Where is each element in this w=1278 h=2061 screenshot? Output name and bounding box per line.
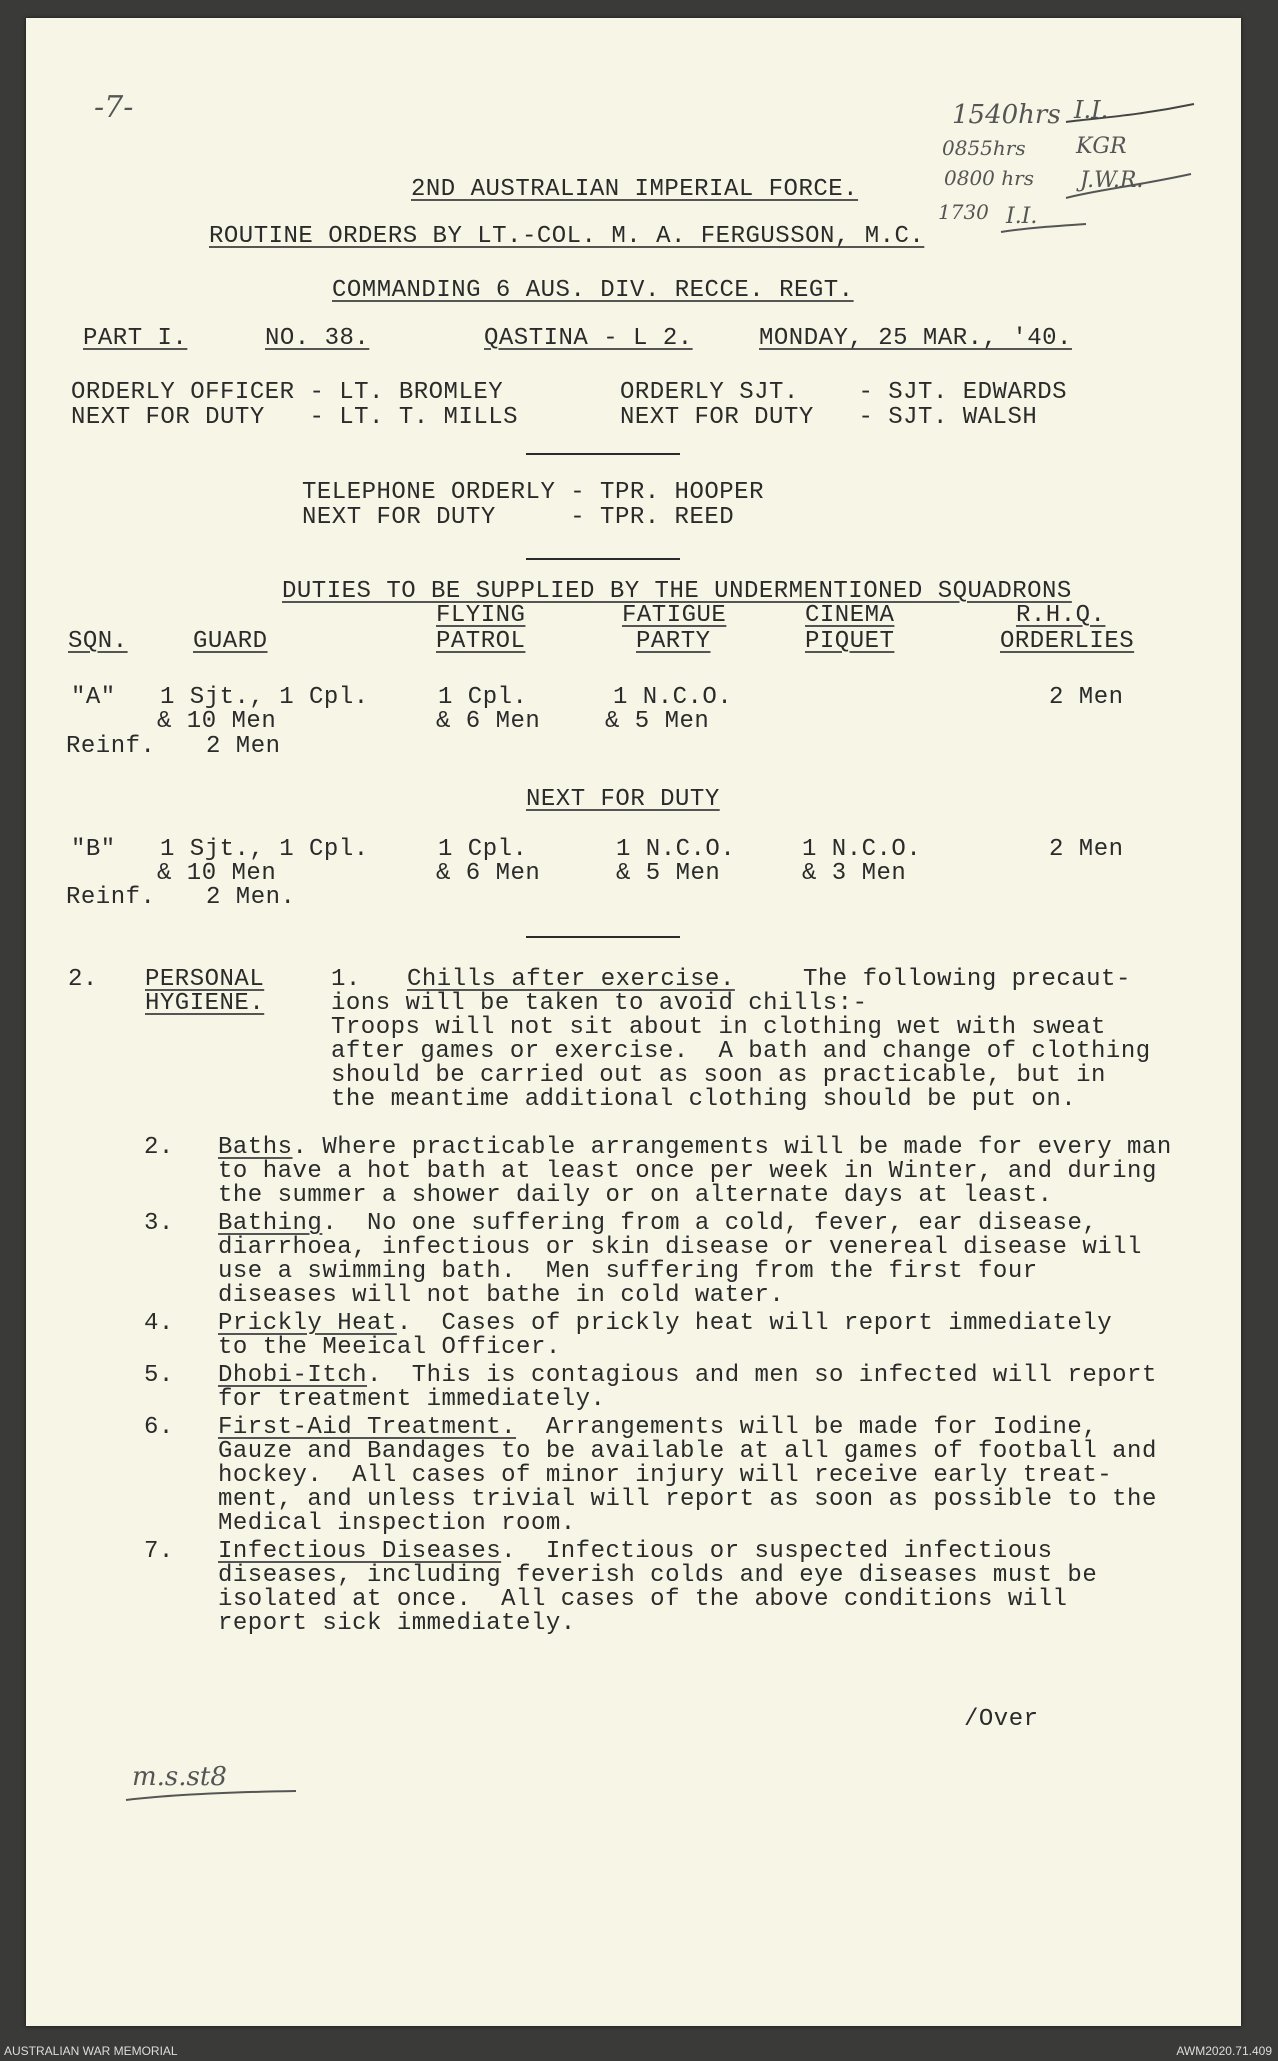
a-rhq: 2 Men — [1049, 684, 1124, 711]
item-text: . This is contagious and men so infected will report — [367, 1362, 1157, 1389]
b-flying-1: 1 Cpl. — [438, 836, 528, 863]
col-fatigue-1: FATIGUE — [622, 602, 727, 629]
item1-line: should be carried out as soon as practicable, but in — [331, 1062, 1106, 1089]
section2-title-1: PERSONAL — [145, 966, 265, 993]
item-line: to the Meeical Officer. — [218, 1334, 561, 1361]
divider-2 — [526, 558, 680, 560]
handwritten-initials-2: KGR — [1076, 134, 1127, 159]
b-rhq: 2 Men — [1049, 836, 1124, 863]
a-guard-2: & 10 Men — [157, 708, 277, 735]
col-guard: GUARD — [193, 628, 268, 655]
item-heading: Prickly Heat — [218, 1310, 397, 1337]
col-rhq-1: R.H.Q. — [1016, 602, 1106, 629]
b-flying-2: & 6 Men — [436, 860, 541, 887]
item-heading: First-Aid Treatment. — [218, 1414, 517, 1441]
item-line: Medical inspection room. — [218, 1510, 576, 1537]
item1-line: Troops will not sit about in clothing wet with sweat — [331, 1014, 1106, 1041]
header-part: PART I. — [83, 325, 188, 352]
b-reinf-label: Reinf. — [66, 884, 156, 911]
item-number: 2. — [144, 1134, 174, 1161]
b-guard-1: 1 Sjt., 1 Cpl. — [160, 836, 369, 863]
top-left-mark: -7- — [94, 90, 134, 125]
a-reinf-label: Reinf. — [66, 733, 156, 760]
item1-heading: Chills after exercise. — [407, 966, 735, 993]
footer-right: AWM2020.71.409 — [1176, 2044, 1272, 2058]
item1-number: 1. — [331, 966, 361, 993]
b-guard-2: & 10 Men — [157, 860, 277, 887]
item-number: 7. — [144, 1538, 174, 1565]
item-number: 5. — [144, 1362, 174, 1389]
orderly-officer: ORDERLY OFFICER - LT. BROMLEY — [71, 379, 504, 406]
orderly-sjt: ORDERLY SJT. - SJT. EDWARDS — [620, 379, 1068, 406]
bottom-underline-stroke — [116, 1788, 316, 1808]
item-line: report sick immediately. — [218, 1610, 576, 1637]
handwritten-time-4: 1730 — [938, 200, 989, 224]
b-reinf: 2 Men. — [206, 884, 296, 911]
header-location: QASTINA - L 2. — [484, 325, 693, 352]
col-cinema-1: CINEMA — [805, 602, 895, 629]
item-line: ment, and unless trivial will report as soon as possible to the — [218, 1486, 1157, 1513]
item-text: . No one suffering from a cold, fever, ear disease, — [322, 1210, 1098, 1237]
item1-line: the meantime additional clothing should be put on. — [331, 1086, 1077, 1113]
item-first-line — [218, 1312, 1112, 1336]
item1-first-line: The following precaut- — [803, 966, 1131, 993]
handwritten-time-2: 0855hrs — [942, 136, 1026, 160]
item1-line: after games or exercise. A bath and change of clothing — [331, 1038, 1151, 1065]
next-sjt: NEXT FOR DUTY - SJT. WALSH — [620, 404, 1038, 431]
header-title: 2ND AUSTRALIAN IMPERIAL FORCE. — [411, 176, 859, 203]
item-line: the summer a shower daily or on alternate days at least. — [218, 1182, 1053, 1209]
item-heading: Dhobi-Itch — [218, 1362, 368, 1389]
item-first-line — [218, 1416, 1097, 1440]
item-line: diseases, including feverish colds and eye diseases must be — [218, 1562, 1098, 1589]
item-number: 3. — [144, 1210, 174, 1237]
a-reinf: 2 Men — [206, 733, 281, 760]
a-sqn: "A" — [71, 684, 116, 711]
item-heading: Infectious Diseases — [218, 1538, 502, 1565]
a-flying-1: 1 Cpl. — [438, 684, 528, 711]
section2-number: 2. — [68, 966, 98, 993]
item-heading: Bathing — [218, 1210, 323, 1237]
item1-body — [331, 992, 1151, 1112]
item-line: use a swimming bath. Men suffering from the first four — [218, 1258, 1038, 1285]
divider-3 — [526, 936, 680, 938]
item-first-line — [218, 1136, 1172, 1160]
b-sqn: "B" — [71, 836, 116, 863]
item-heading: Baths — [218, 1134, 293, 1161]
item-line: isolated at once. All cases of the above conditions will — [218, 1586, 1068, 1613]
item-line: diarrhoea, infectious or skin disease or venereal disease will — [218, 1234, 1142, 1261]
telephone-next: NEXT FOR DUTY - TPR. REED — [302, 504, 735, 531]
item-text: . Infectious or suspected infectious — [501, 1538, 1053, 1565]
header-number: NO. 38. — [265, 325, 370, 352]
divider-1 — [526, 453, 680, 455]
b-cinema-1: 1 N.C.O. — [802, 836, 922, 863]
bottom-handwritten-mark: m.s.st8 — [132, 1762, 227, 1792]
handwritten-initials-4: I.I. — [1006, 204, 1038, 229]
a-fatigue-1: 1 N.C.O. — [613, 684, 733, 711]
item-first-line — [218, 1364, 1157, 1388]
item-number: 6. — [144, 1414, 174, 1441]
a-fatigue-2: & 5 Men — [605, 708, 710, 735]
col-rhq-2: ORDERLIES — [1000, 628, 1135, 655]
document-page — [26, 18, 1241, 2026]
handwritten-initials-1: I.I. — [1074, 96, 1109, 124]
b-fatigue-1: 1 N.C.O. — [616, 836, 736, 863]
item-line: hockey. All cases of minor injury will receive early treat- — [218, 1462, 1113, 1489]
item-text: Arrangements will be made for Iodine, — [516, 1414, 1098, 1441]
handwritten-initials-3: J.W.R. — [1080, 168, 1144, 193]
archive-footer — [0, 2036, 1278, 2061]
header-routine-orders: ROUTINE ORDERS BY LT.-COL. M. A. FERGUSSON, M.C. — [209, 223, 925, 250]
header-commanding: COMMANDING 6 AUS. DIV. RECCE. REGT. — [332, 277, 854, 304]
col-fatigue-2: PARTY — [636, 628, 711, 655]
a-guard-1: 1 Sjt., 1 Cpl. — [160, 684, 369, 711]
item-line: diseases will not bathe in cold water. — [218, 1282, 785, 1309]
b-fatigue-2: & 5 Men — [616, 860, 721, 887]
handwritten-time-1: 1540hrs — [952, 100, 1061, 130]
next-for-duty-title: NEXT FOR DUTY — [526, 786, 720, 813]
duties-title: DUTIES TO BE SUPPLIED BY THE UNDERMENTIONED SQUADRONS — [282, 578, 1072, 605]
a-flying-2: & 6 Men — [436, 708, 541, 735]
item-text: . Cases of prickly heat will report immediately — [396, 1310, 1113, 1337]
b-cinema-2: & 3 Men — [802, 860, 907, 887]
header-date: MONDAY, 25 MAR., '40. — [759, 325, 1072, 352]
item-line: to have a hot bath at least once per week in Winter, and during — [218, 1158, 1157, 1185]
col-sqn: SQN. — [68, 628, 128, 655]
item-line: for treatment immediately. — [218, 1386, 606, 1413]
item-number: 4. — [144, 1310, 174, 1337]
over-note: /Over — [964, 1706, 1039, 1733]
item-first-line — [218, 1212, 1097, 1236]
footer-left: AUSTRALIAN WAR MEMORIAL — [4, 2044, 178, 2058]
col-flying-2: PATROL — [436, 628, 526, 655]
item-first-line — [218, 1540, 1053, 1564]
item1-line: ions will be taken to avoid chills:- — [331, 990, 868, 1017]
col-cinema-2: PIQUET — [805, 628, 895, 655]
section2-title-2: HYGIENE. — [145, 990, 265, 1017]
item-text: . Where practicable arrangements will be made for every man — [292, 1134, 1172, 1161]
item-line: Gauze and Bandages to be available at all games of football and — [218, 1438, 1157, 1465]
next-officer: NEXT FOR DUTY - LT. T. MILLS — [71, 404, 519, 431]
col-flying-1: FLYING — [436, 602, 526, 629]
telephone-orderly: TELEPHONE ORDERLY - TPR. HOOPER — [302, 479, 764, 506]
handwritten-time-3: 0800 hrs — [944, 166, 1034, 190]
